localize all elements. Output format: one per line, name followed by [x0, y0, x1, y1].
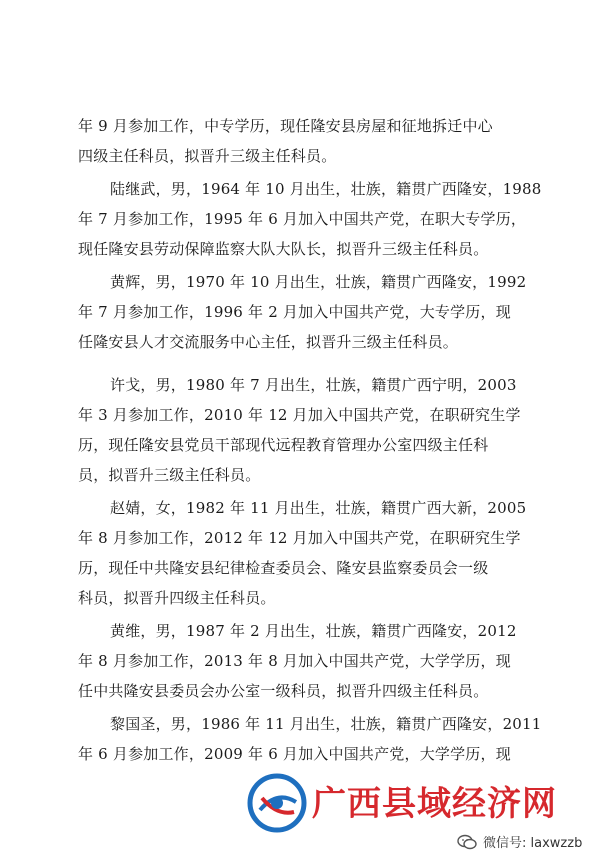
text-line: 现任隆安县劳动保障监察大队大队长，拟晋升三级主任科员。	[78, 240, 489, 258]
text-line: 赵婧，女，1982 年 11 月出生，壮族，籍贯广西大新，2005	[110, 499, 527, 517]
watermark-title: 广西县域经济网	[312, 784, 557, 824]
text-line: 黄维，男，1987 年 2 月出生，壮族，籍贯广西隆安，2012	[110, 622, 517, 640]
text-line: 许戈，男，1980 年 7 月出生，壮族，籍贯广西宁明，2003	[110, 376, 517, 394]
wechat-label: 微信号: laxwzzb	[483, 836, 583, 851]
text-line: 任隆安县人才交流服务中心主任，拟晋升三级主任科员。	[78, 333, 459, 351]
wechat-id	[457, 832, 582, 851]
text-line: 陆继武，男，1964 年 10 月出生，壮族，籍贯广西隆安，1988	[110, 180, 542, 198]
wechat-icon	[457, 834, 477, 850]
text-line: 年 6 月参加工作，2009 年 6 月加入中国共产党，大学学历，现	[78, 745, 511, 763]
text-line: 四级主任科员，拟晋升三级主任科员。	[78, 147, 337, 165]
text-line: 员，拟晋升三级主任科员。	[78, 466, 261, 484]
text-line: 历，现任中共隆安县纪律检查委员会、隆安县监察委员会一级	[78, 559, 489, 577]
text-line: 科员，拟晋升四级主任科员。	[78, 589, 276, 607]
text-line: 年 3 月参加工作，2010 年 12 月加入中国共产党，在职研究生学	[78, 406, 521, 424]
text-line: 年 7 月参加工作，1995 年 6 月加入中国共产党，在职大专学历，	[78, 210, 527, 228]
text-line: 黎国圣，男，1986 年 11 月出生，壮族，籍贯广西隆安，2011	[110, 715, 542, 733]
site-watermark	[246, 770, 616, 867]
text-line: 年 8 月参加工作，2013 年 8 月加入中国共产党，大学学历，现	[78, 652, 511, 670]
text-line: 黄辉，男，1970 年 10 月出生，壮族，籍贯广西隆安，1992	[110, 273, 527, 291]
text-line: 年 7 月参加工作，1996 年 2 月加入中国共产党，大专学历，现	[78, 303, 511, 321]
text-line: 历，现任隆安县党员干部现代远程教育管理办公室四级主任科	[78, 436, 489, 454]
text-line: 年 8 月参加工作，2012 年 12 月加入中国共产党，在职研究生学	[78, 529, 521, 547]
text-line: 任中共隆安县委员会办公室一级科员，拟晋升四级主任科员。	[78, 682, 489, 700]
text-line: 年 9 月参加工作，中专学历，现任隆安县房屋和征地拆迁中心	[78, 117, 493, 135]
globe-logo-icon	[246, 772, 308, 834]
